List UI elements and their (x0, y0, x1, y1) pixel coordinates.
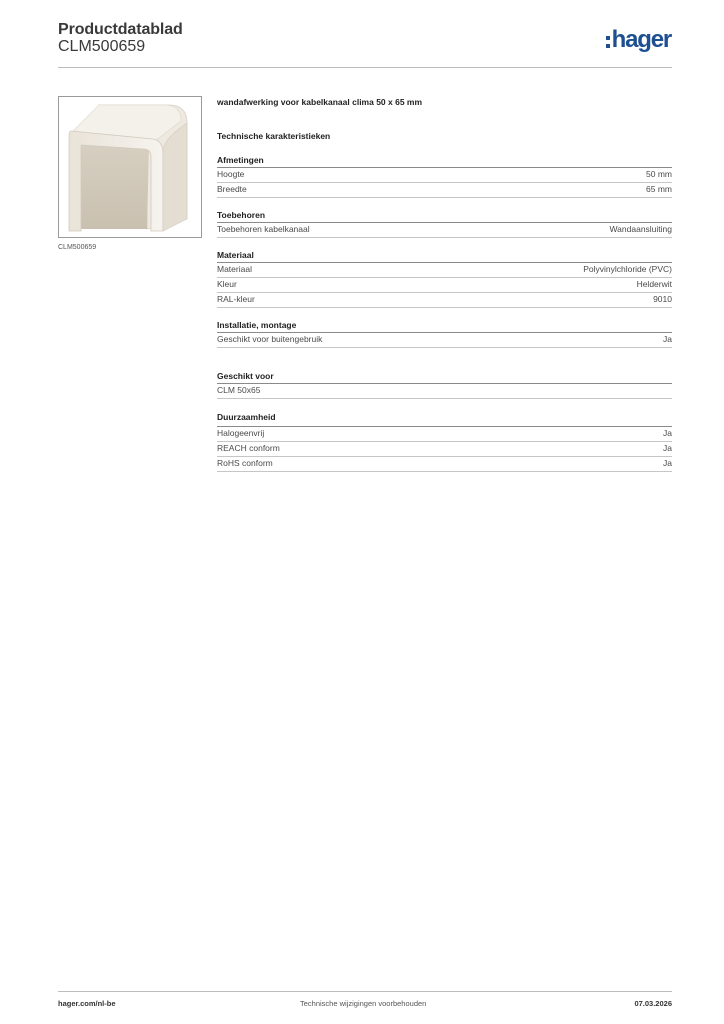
characteristics-heading: Technische karakteristieken (217, 131, 331, 141)
spec-label: Hoogte (217, 169, 245, 179)
spec-row (217, 384, 672, 399)
specifications (217, 96, 672, 472)
spec-label: Toebehoren kabelkanaal (217, 224, 310, 234)
spec-label: CLM 50x65 (217, 385, 261, 395)
spec-label: Geschikt voor buitengebruik (217, 334, 323, 344)
section-heading: Afmetingen (217, 154, 672, 168)
logo-text: hager (611, 26, 671, 53)
spec-value: Wandaansluiting (609, 224, 672, 234)
spec-value: 50 mm (646, 169, 672, 179)
spec-section (217, 319, 672, 348)
spec-label: RAL-kleur (217, 294, 255, 304)
spec-section (217, 410, 672, 472)
footer-divider (58, 991, 672, 992)
spec-label: Materiaal (217, 264, 252, 274)
document-title: Productdatablad (58, 21, 183, 38)
spec-sections (217, 154, 672, 472)
logo-dots-icon (606, 36, 610, 48)
spec-label: RoHS conform (217, 458, 273, 468)
hager-logo[interactable] (606, 28, 671, 52)
spec-value: Polyvinylchloride (PVC) (583, 264, 672, 274)
spec-section (217, 154, 672, 198)
spec-label: REACH conform (217, 443, 280, 453)
spec-row (217, 223, 672, 238)
spec-row (217, 333, 672, 348)
photo-caption: CLM500659 (58, 244, 97, 251)
product-photo (58, 96, 202, 238)
product-description: wandafwerking voor kabelkanaal clima 50 x 65 mm (217, 97, 423, 107)
spec-value: Ja (663, 428, 672, 438)
spec-value: Ja (663, 458, 672, 468)
footer-notice: Technische wijzigingen voorbehouden (300, 999, 427, 1008)
product-image-icon (59, 97, 201, 237)
spec-row (217, 168, 672, 183)
spec-label: Breedte (217, 184, 247, 194)
spec-value: 9010 (653, 294, 672, 304)
section-heading: Installatie, montage (217, 319, 672, 333)
header-divider (58, 67, 672, 68)
section-heading: Geschikt voor (217, 370, 672, 384)
section-heading: Duurzaamheid (217, 410, 672, 427)
spec-row (217, 183, 672, 198)
spec-value: Ja (663, 334, 672, 344)
spec-row (217, 263, 672, 278)
product-code: CLM500659 (58, 38, 146, 55)
spec-row (217, 427, 672, 442)
spec-row (217, 293, 672, 308)
footer-date: 07.03.2026 (634, 999, 672, 1008)
spec-label: Kleur (217, 279, 237, 289)
spec-section (217, 370, 672, 399)
spec-section (217, 209, 672, 238)
spec-value: Helderwit (636, 279, 672, 289)
spec-value: Ja (663, 443, 672, 453)
section-heading: Materiaal (217, 249, 672, 263)
spec-value: 65 mm (646, 184, 672, 194)
spec-row (217, 457, 672, 472)
footer-website-link[interactable]: hager.com/nl-be (58, 999, 116, 1008)
spec-row (217, 278, 672, 293)
spec-section (217, 249, 672, 308)
spec-label: Halogeenvrij (217, 428, 265, 438)
spec-row (217, 442, 672, 457)
section-heading: Toebehoren (217, 209, 672, 223)
